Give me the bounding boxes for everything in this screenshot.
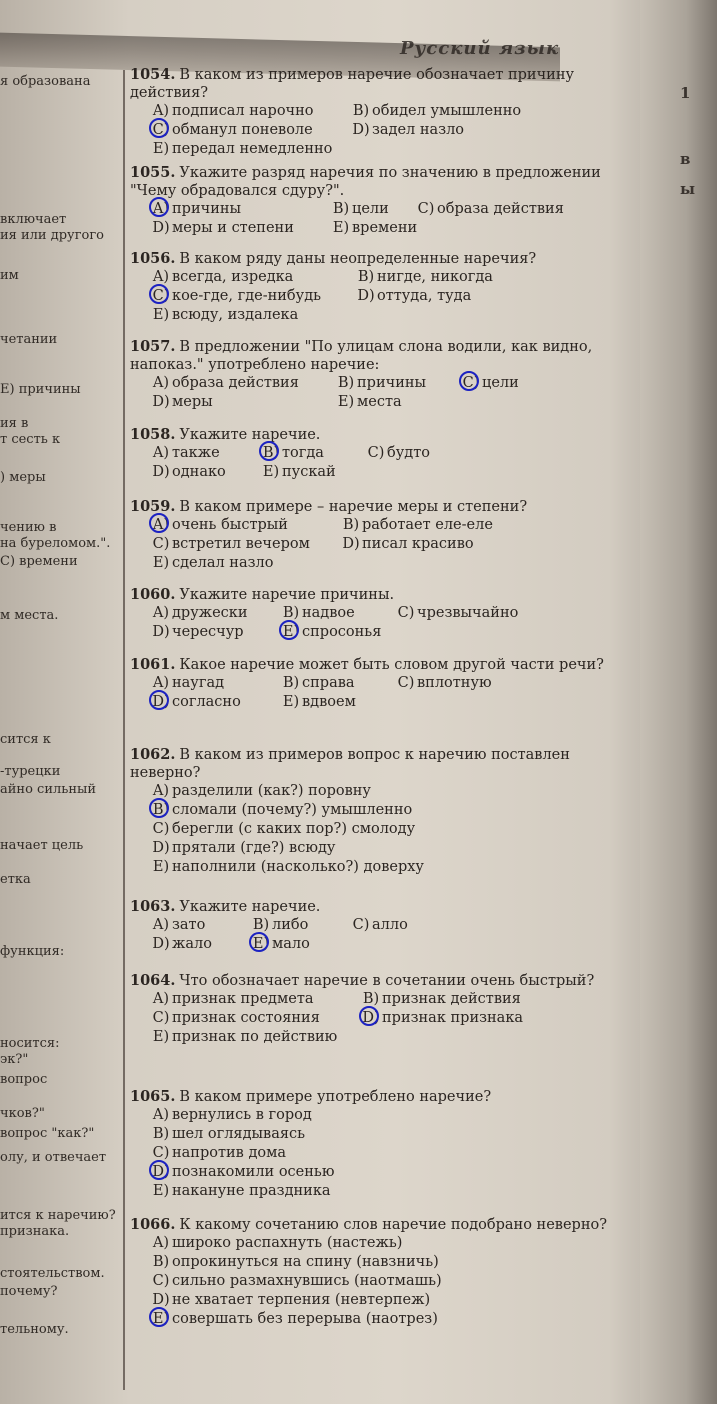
circled-answer-letter: A)	[152, 517, 170, 533]
option-a[interactable]	[152, 674, 224, 692]
question-text	[130, 66, 640, 102]
option-b[interactable]	[352, 102, 521, 120]
option-b[interactable]	[357, 268, 493, 286]
left-fragment: им	[0, 268, 19, 283]
option-e[interactable]	[332, 219, 417, 237]
option-text: подписал нарочно	[172, 103, 314, 119]
option-d[interactable]	[152, 693, 241, 711]
option-letter: B)	[332, 201, 350, 217]
option-letter: B)	[337, 375, 355, 391]
option-text: признак действия	[382, 991, 521, 1007]
circled-answer-letter: B)	[262, 445, 280, 461]
option-b[interactable]	[332, 200, 389, 218]
left-fragment: вопрос	[0, 1072, 48, 1087]
option-text: надвое	[302, 605, 355, 621]
option-letter: A)	[152, 917, 170, 933]
option-b[interactable]	[362, 990, 521, 1008]
option-c[interactable]	[462, 374, 519, 392]
option-c[interactable]	[152, 121, 313, 139]
answer-options	[130, 516, 640, 573]
question-body: Укажите наречие.	[179, 427, 321, 443]
option-c[interactable]	[152, 1272, 442, 1290]
question-1057	[130, 338, 640, 412]
option-text: не хватает терпения (невтерпеж)	[172, 1292, 431, 1308]
question-number: 1062.	[130, 746, 176, 763]
option-text: обидел умышленно	[372, 103, 522, 119]
question-number: 1055.	[130, 164, 176, 181]
option-text: вдвоем	[302, 694, 356, 710]
left-fragment: ится к наречию?	[0, 1208, 116, 1223]
option-letter: D)	[152, 394, 170, 410]
option-letter: D)	[357, 288, 375, 304]
option-letter: D)	[152, 624, 170, 640]
option-text: совершать без перерыва (наотрез)	[172, 1311, 438, 1327]
left-fragment: начает цель	[0, 838, 84, 853]
option-text: опрокинуться на спину (навзничь)	[172, 1254, 439, 1270]
option-text: места	[357, 394, 402, 410]
question-number: 1060.	[130, 586, 176, 603]
left-fragment: носится:	[0, 1036, 60, 1051]
question-text	[130, 426, 640, 444]
left-fragment: олу, и отвечает	[0, 1150, 107, 1165]
question-1056	[130, 250, 640, 325]
option-text: прятали (где?) всюду	[172, 840, 336, 856]
option-text: широко распахнуть (настежь)	[172, 1235, 403, 1251]
circled-answer-letter: E)	[282, 624, 300, 640]
question-text	[130, 338, 640, 374]
question-body: Какое наречие может быть словом другой части речи?	[179, 657, 604, 673]
option-text: времени	[352, 220, 418, 236]
question-1058	[130, 426, 640, 482]
option-b[interactable]	[342, 516, 493, 534]
option-d[interactable]	[152, 463, 226, 481]
question-text	[130, 250, 640, 268]
option-letter: D)	[152, 840, 170, 856]
option-text: познакомили осенью	[172, 1164, 335, 1180]
option-letter: C)	[397, 605, 415, 621]
question-number: 1064.	[130, 972, 176, 989]
answer-options	[130, 268, 640, 325]
left-fragment: тельному.	[0, 1322, 69, 1337]
right-page-edge	[640, 0, 717, 1404]
option-a[interactable]	[152, 990, 313, 1008]
option-text: меры и степени	[172, 220, 294, 236]
option-letter: B)	[282, 675, 300, 691]
option-d[interactable]	[342, 535, 474, 553]
option-letter: A)	[152, 269, 170, 285]
option-text: берегли (с каких пор?) смолоду	[172, 821, 416, 837]
question-text	[130, 898, 640, 916]
option-a[interactable]	[152, 782, 371, 800]
option-letter: A)	[152, 783, 170, 799]
circled-answer-letter: D)	[362, 1010, 380, 1026]
option-e[interactable]	[152, 554, 273, 572]
option-c[interactable]	[397, 674, 492, 692]
answer-options	[130, 444, 640, 482]
option-b[interactable]	[152, 1253, 439, 1271]
option-text: оттуда, туда	[377, 288, 472, 304]
option-letter: B)	[357, 269, 375, 285]
circled-answer-letter: C)	[152, 122, 170, 138]
option-d[interactable]	[152, 219, 294, 237]
option-a[interactable]	[152, 604, 248, 622]
left-fragment: сится к	[0, 732, 51, 747]
option-b[interactable]	[282, 674, 355, 692]
option-c[interactable]	[152, 820, 415, 838]
option-letter: B)	[362, 991, 380, 1007]
option-text: признак предмета	[172, 991, 314, 1007]
right-fragment: ы	[680, 180, 696, 198]
question-body: В каком из примеров вопрос к наречию поставлен неверно?	[130, 747, 570, 781]
circled-answer-letter: D)	[152, 694, 170, 710]
option-d[interactable]	[357, 287, 471, 305]
option-text: обманул поневоле	[172, 122, 313, 138]
answer-options	[130, 990, 640, 1047]
option-letter: C)	[367, 445, 385, 461]
option-text: наполнили (насколько?) доверху	[172, 859, 424, 875]
option-d[interactable]	[362, 1009, 523, 1027]
option-text: также	[172, 445, 220, 461]
left-fragment: -турецки	[0, 764, 61, 779]
question-body: Укажите наречие причины.	[179, 587, 395, 603]
option-text: работает еле-еле	[362, 517, 493, 533]
column-divider	[123, 70, 125, 1390]
question-number: 1063.	[130, 898, 176, 915]
option-letter: C)	[152, 1273, 170, 1289]
option-text: образа действия	[172, 375, 299, 391]
option-letter: D)	[152, 464, 170, 480]
answer-options	[130, 1234, 640, 1329]
option-letter: E)	[152, 1029, 170, 1045]
option-e[interactable]	[252, 935, 310, 953]
answer-options	[130, 102, 640, 159]
question-1061	[130, 656, 640, 712]
option-d[interactable]	[352, 121, 464, 139]
option-d[interactable]	[152, 935, 212, 953]
question-number: 1054.	[130, 66, 176, 83]
option-e[interactable]	[282, 693, 356, 711]
option-text: тогда	[282, 445, 324, 461]
option-letter: E)	[152, 859, 170, 875]
option-c[interactable]	[152, 1144, 286, 1162]
option-letter: D)	[342, 536, 360, 552]
option-text: пускай	[282, 464, 336, 480]
option-e[interactable]	[282, 623, 381, 641]
left-column-fragments	[0, 60, 120, 1400]
option-letter: A)	[152, 675, 170, 691]
option-letter: C)	[397, 675, 415, 691]
question-number: 1061.	[130, 656, 176, 673]
option-letter: B)	[282, 605, 300, 621]
option-e[interactable]	[152, 140, 332, 158]
option-a[interactable]	[152, 200, 241, 218]
question-number: 1059.	[130, 498, 176, 515]
left-fragment: т сесть к	[0, 432, 61, 447]
option-letter: E)	[152, 307, 170, 323]
option-text: будто	[387, 445, 430, 461]
option-letter: D)	[152, 936, 170, 952]
circled-answer-letter: C)	[152, 288, 170, 304]
answer-options	[130, 782, 640, 877]
question-body: Что обозначает наречие в сочетании очень быстрый?	[179, 973, 595, 989]
question-1065	[130, 1088, 640, 1201]
question-number: 1065.	[130, 1088, 176, 1105]
option-letter: A)	[152, 605, 170, 621]
option-letter: E)	[332, 220, 350, 236]
option-letter: B)	[342, 517, 360, 533]
circled-answer-letter: C)	[462, 375, 480, 391]
question-text	[130, 586, 640, 604]
option-a[interactable]	[152, 374, 299, 392]
question-text	[130, 164, 640, 200]
option-text: признак по действию	[172, 1029, 338, 1045]
option-c[interactable]	[152, 1009, 320, 1027]
question-1054	[130, 66, 640, 159]
right-fragment: в	[680, 150, 691, 168]
left-fragment: вопрос "как?"	[0, 1126, 95, 1141]
question-text	[130, 1088, 640, 1106]
left-fragment: м места.	[0, 608, 59, 623]
option-letter: E)	[337, 394, 355, 410]
option-d[interactable]	[152, 839, 335, 857]
question-body: В каком примере – наречие меры и степени?	[179, 499, 528, 515]
left-fragment: чков?"	[0, 1106, 45, 1121]
option-c[interactable]	[152, 287, 321, 305]
option-text: признак признака	[382, 1010, 524, 1026]
option-text: причины	[172, 201, 242, 217]
question-1066	[130, 1216, 640, 1329]
option-text: чрезвычайно	[417, 605, 519, 621]
left-fragment: ия в	[0, 416, 29, 431]
option-text: вернулись в город	[172, 1107, 312, 1123]
option-text: образа действия	[437, 201, 564, 217]
option-letter: A)	[152, 1235, 170, 1251]
option-letter: A)	[152, 375, 170, 391]
option-letter: B)	[152, 1254, 170, 1270]
question-1060	[130, 586, 640, 642]
answer-options	[130, 200, 640, 238]
option-letter: C)	[152, 821, 170, 837]
left-fragment: стоятельством.	[0, 1266, 105, 1281]
option-text: алло	[372, 917, 408, 933]
option-text: признак состояния	[172, 1010, 320, 1026]
question-text	[130, 746, 640, 782]
left-fragment: айно сильный	[0, 782, 96, 797]
header-title: Русский язык	[400, 38, 560, 59]
option-a[interactable]	[152, 1234, 402, 1252]
left-fragment: C) времени	[0, 554, 78, 569]
option-letter: A)	[152, 1107, 170, 1123]
option-letter: B)	[252, 917, 270, 933]
question-number: 1057.	[130, 338, 176, 355]
option-text: писал красиво	[362, 536, 474, 552]
option-letter: A)	[152, 991, 170, 1007]
right-fragment: 1	[680, 84, 691, 102]
option-letter: C)	[417, 201, 435, 217]
option-text: либо	[272, 917, 309, 933]
option-text: очень быстрый	[172, 517, 288, 533]
option-letter: C)	[152, 1010, 170, 1026]
question-text	[130, 1216, 640, 1234]
option-c[interactable]	[417, 200, 564, 218]
option-text: меры	[172, 394, 213, 410]
question-body: Укажите наречие.	[179, 899, 321, 915]
option-letter: E)	[282, 694, 300, 710]
option-e[interactable]	[152, 306, 298, 324]
option-letter: B)	[352, 103, 370, 119]
option-text: мало	[272, 936, 310, 952]
answer-options	[130, 604, 640, 642]
answer-options	[130, 1106, 640, 1201]
option-letter: A)	[152, 445, 170, 461]
circled-answer-letter: B)	[152, 802, 170, 818]
question-text	[130, 656, 640, 674]
option-text: жало	[172, 936, 212, 952]
option-text: вплотную	[417, 675, 492, 691]
option-e[interactable]	[152, 858, 424, 876]
option-a[interactable]	[152, 268, 293, 286]
question-1059	[130, 498, 640, 573]
option-letter: E)	[262, 464, 280, 480]
left-fragment: ия или другого	[0, 228, 104, 243]
circled-answer-letter: D)	[152, 1164, 170, 1180]
left-fragment: чению в	[0, 520, 57, 535]
question-number: 1058.	[130, 426, 176, 443]
left-fragment: на буреломом.".	[0, 536, 111, 551]
option-text: цели	[352, 201, 389, 217]
left-fragment: признака.	[0, 1224, 70, 1239]
left-fragment: почему?	[0, 1284, 58, 1299]
answer-options	[130, 374, 640, 412]
option-letter: C)	[152, 536, 170, 552]
option-b[interactable]	[152, 1125, 305, 1143]
option-a[interactable]	[152, 916, 205, 934]
left-fragment: E) причины	[0, 382, 81, 397]
option-text: всюду, издалека	[172, 307, 299, 323]
question-body: В каком ряду даны неопределенные наречия?	[179, 251, 537, 267]
question-text	[130, 972, 640, 990]
left-fragment: я образована	[0, 74, 91, 89]
question-1055	[130, 164, 640, 238]
option-a[interactable]	[152, 516, 288, 534]
option-d[interactable]	[152, 1163, 334, 1181]
question-1063	[130, 898, 640, 954]
option-text: шел оглядываясь	[172, 1126, 306, 1142]
option-text: передал немедленно	[172, 141, 333, 157]
question-1062	[130, 746, 640, 877]
option-text: однако	[172, 464, 226, 480]
question-text	[130, 498, 640, 516]
option-c[interactable]	[352, 916, 408, 934]
option-c[interactable]	[397, 604, 518, 622]
left-fragment: етка	[0, 872, 31, 887]
option-c[interactable]	[367, 444, 430, 462]
left-fragment: ) меры	[0, 470, 46, 485]
option-a[interactable]	[152, 1106, 312, 1124]
option-e[interactable]	[152, 1028, 337, 1046]
option-e[interactable]	[152, 1310, 438, 1328]
question-1064	[130, 972, 640, 1047]
option-text: справа	[302, 675, 355, 691]
left-fragment: четании	[0, 332, 58, 347]
question-body: К какому сочетанию слов наречие подобрано неверно?	[179, 1217, 608, 1233]
option-letter: C)	[152, 1145, 170, 1161]
option-text: встретил вечером	[172, 536, 310, 552]
left-fragment: функция:	[0, 944, 65, 959]
option-letter: D)	[152, 220, 170, 236]
option-text: согласно	[172, 694, 241, 710]
question-body: В предложении "По улицам слона водили, как видно, напоказ." употреблено наречие:	[130, 339, 593, 373]
circled-answer-letter: E)	[252, 936, 270, 952]
option-letter: A)	[152, 103, 170, 119]
option-text: разделили (как?) поровну	[172, 783, 371, 799]
circled-answer-letter: E)	[152, 1311, 170, 1327]
option-letter: E)	[152, 141, 170, 157]
circled-answer-letter: A)	[152, 201, 170, 217]
option-b[interactable]	[282, 604, 355, 622]
question-body: В каком из примеров наречие обозначает причину действия?	[130, 67, 575, 101]
question-body: В каком примере употреблено наречие?	[179, 1089, 492, 1105]
option-text: напротив дома	[172, 1145, 287, 1161]
option-c[interactable]	[152, 535, 310, 553]
option-text: сломали (почему?) умышленно	[172, 802, 413, 818]
left-fragment: включает	[0, 212, 67, 227]
option-text: причины	[357, 375, 427, 391]
option-letter: D)	[352, 122, 370, 138]
option-letter: C)	[352, 917, 370, 933]
question-number: 1066.	[130, 1216, 176, 1233]
answer-options	[130, 674, 640, 712]
option-e[interactable]	[152, 1182, 331, 1200]
option-text: цели	[482, 375, 519, 391]
option-text: сделал назло	[172, 555, 274, 571]
option-text: наугад	[172, 675, 225, 691]
option-e[interactable]	[262, 463, 336, 481]
option-text: чересчур	[172, 624, 244, 640]
option-b[interactable]	[152, 801, 412, 819]
left-fragment: эк?"	[0, 1052, 29, 1067]
option-text: зато	[172, 917, 206, 933]
option-a[interactable]	[152, 102, 314, 120]
option-text: кое-где, где-нибудь	[172, 288, 322, 304]
option-letter: E)	[152, 555, 170, 571]
option-d[interactable]	[152, 393, 213, 411]
question-body: Укажите разряд наречия по значению в предложении "Чему обрадовался сдуру?".	[130, 165, 601, 199]
option-b[interactable]	[337, 374, 426, 392]
option-letter: B)	[152, 1126, 170, 1142]
answer-options	[130, 916, 640, 954]
option-text: сильно размахнувшись (наотмашь)	[172, 1273, 442, 1289]
option-letter: D)	[152, 1292, 170, 1308]
option-text: дружески	[172, 605, 248, 621]
option-a[interactable]	[152, 444, 220, 462]
option-d[interactable]	[152, 1291, 430, 1309]
question-number: 1056.	[130, 250, 176, 267]
option-b[interactable]	[262, 444, 324, 462]
option-text: нигде, никогда	[377, 269, 493, 285]
option-e[interactable]	[337, 393, 402, 411]
option-text: задел назло	[372, 122, 465, 138]
option-text: всегда, изредка	[172, 269, 294, 285]
option-d[interactable]	[152, 623, 244, 641]
option-text: накануне праздника	[172, 1183, 331, 1199]
option-letter: E)	[152, 1183, 170, 1199]
option-text: спросонья	[302, 624, 382, 640]
